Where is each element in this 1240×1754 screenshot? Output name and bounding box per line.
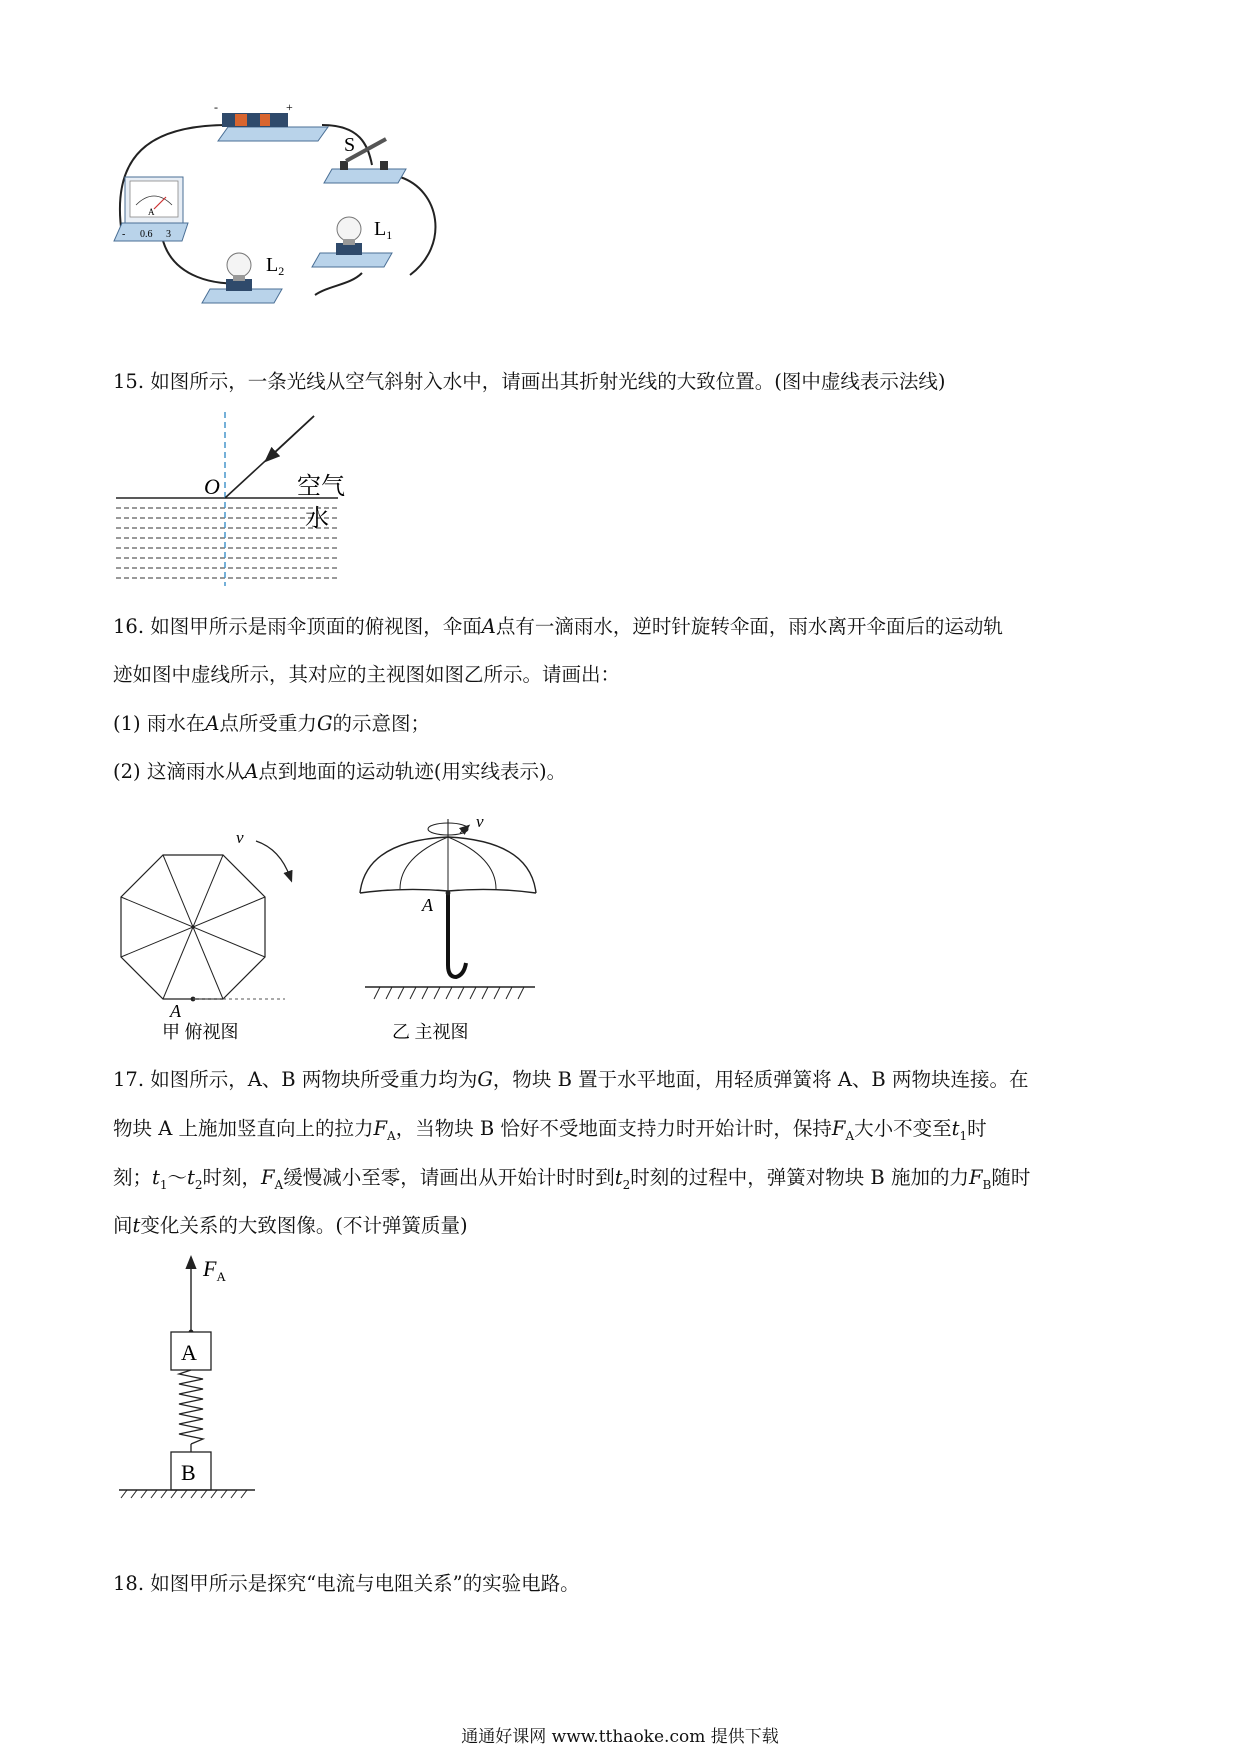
refraction-figure — [112, 410, 362, 590]
q16-line2: 迹如图中虚线所示，其对应的主视图如图乙所示。请画出： — [113, 663, 621, 686]
spring-blocks-figure — [115, 1252, 275, 1502]
q16-item2: (2) 这滴雨水从A点到地面的运动轨迹(用实线表示)。 — [113, 760, 567, 783]
q16-line1: 16. 如图甲所示是雨伞顶面的俯视图，伞面A点有一滴雨水，逆时针旋转伞面，雨水离开伞面后的运动轨 — [113, 615, 1003, 638]
force-fa-label: $F_A$ — [203, 1256, 226, 1284]
umbrella-front-view — [360, 812, 550, 1050]
circuit-figure — [110, 100, 470, 340]
front-view-a-label: A — [422, 895, 433, 915]
q17-line3: 刻；$t_1\sim t_2$时刻，$F_A$缓慢减小至零，请画出从开始计时时到$t_2$时刻的过程中，弹簧对物块 B 施加的力$F_B$随时 — [113, 1166, 1031, 1192]
umbrella-top-view — [110, 815, 310, 1050]
caption-jia: 甲 俯视图 — [162, 1022, 239, 1042]
q17-line4: 间t变化关系的大致图像。(不计弹簧质量) — [113, 1214, 468, 1237]
q17-line2: 物块 A 上施加竖直向上的拉力$F_A$，当物块 B 恰好不受地面支持力时开始计时，保持$F_A$大小不变至$t_1$时 — [113, 1117, 987, 1143]
page-footer: 通通好课网 www.tthaoke.com 提供下载 — [461, 1727, 779, 1747]
top-view-a-label: A — [170, 1001, 181, 1021]
ammeter-terminal-right: 3 — [166, 229, 171, 240]
battery-plus: + — [286, 100, 293, 114]
ammeter-terminal-mid: 0.6 — [140, 229, 153, 240]
block-a-label: A — [181, 1340, 197, 1365]
water-label: 水 — [305, 506, 329, 532]
top-view-v-label: v — [236, 828, 244, 847]
air-label: 空气 — [297, 474, 345, 500]
point-o-label: O — [204, 474, 220, 499]
caption-yi: 乙 主视图 — [392, 1022, 469, 1042]
ammeter-letter: A — [148, 207, 155, 217]
ammeter-terminal-minus: - — [122, 229, 126, 240]
front-view-v-label: v — [476, 812, 484, 831]
battery-minus: - — [214, 100, 218, 114]
l1-label: $L_1$ — [374, 218, 393, 242]
q15-text: 15. 如图所示，一条光线从空气斜射入水中，请画出其折射光线的大致位置。(图中虚线表示法线) — [113, 370, 946, 393]
l2-label: $L_2$ — [266, 254, 285, 278]
q17-line1: 17. 如图所示，A、B 两物块所受重力均为G，物块 B 置于水平地面，用轻质弹簧将 A、B 两物块连接。在 — [113, 1068, 1029, 1091]
q18-text: 18. 如图甲所示是探究“电流与电阻关系”的实验电路。 — [113, 1572, 580, 1595]
block-b-label: B — [181, 1460, 196, 1485]
q16-item1: (1) 雨水在A点所受重力G的示意图； — [113, 712, 431, 735]
switch-label: S — [344, 134, 356, 156]
